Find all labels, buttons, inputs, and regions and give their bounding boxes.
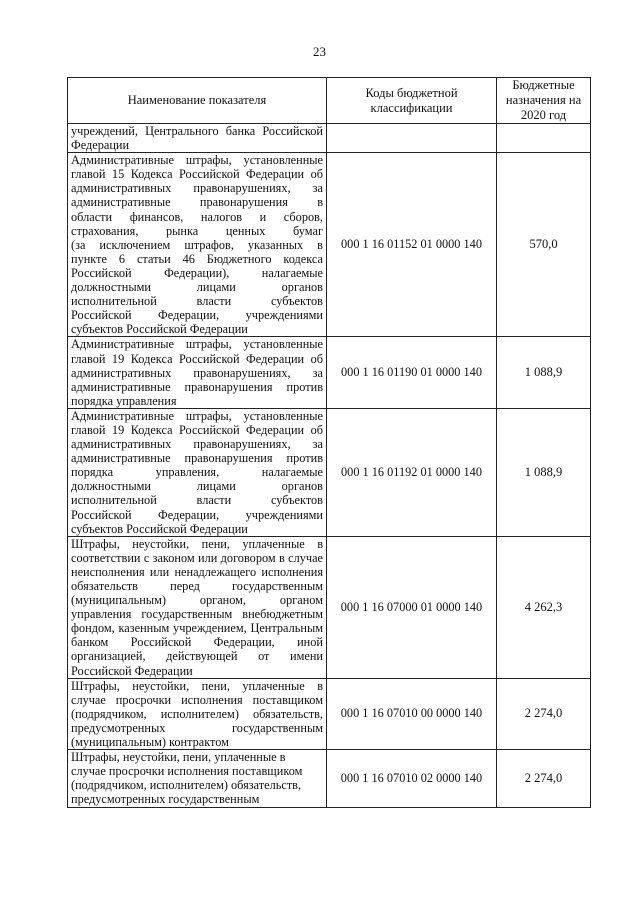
indicator-name-line: управления государственным внебюджетным [71, 607, 323, 622]
indicator-name-line: должностными лицами органов [71, 479, 323, 494]
indicator-name-line: учреждений, Центрального банка Российской [71, 124, 323, 138]
budget-amount-cell: 4 262,3 [497, 536, 591, 678]
indicator-name-line: (за исключением штрафов, указанных в [71, 237, 323, 252]
table-row [68, 408, 591, 536]
indicator-name-line: области финансов, налогов и сборов, [71, 209, 323, 224]
indicator-name-line: Штрафы, неустойки, пени, уплаченные в [71, 678, 323, 693]
indicator-name-line: субъектов Российской Федерации [71, 322, 248, 337]
table-row [68, 124, 591, 153]
budget-amount-cell [497, 124, 591, 153]
indicator-name-line: обязательств перед государственным [71, 579, 323, 593]
table-row [68, 750, 591, 807]
indicator-name-line: Административные штрафы, установленные [71, 337, 323, 352]
indicator-name-cell [68, 750, 327, 807]
indicator-name-line: Федерации [71, 138, 130, 153]
indicator-name-line: главой 19 Кодекса Российской Федерации об [71, 351, 323, 366]
table-row [68, 337, 591, 408]
indicator-name-line: неисполнения или ненадлежащего исполнения [71, 564, 323, 579]
budget-amount-cell: 2 274,0 [497, 678, 591, 749]
indicator-name-line: (подрядчиком, исполнителем) обязательств, [71, 706, 323, 721]
indicator-name-line: предусмотренных государственным [71, 792, 260, 807]
budget-code-cell: 000 1 16 07000 01 0000 140 [327, 536, 497, 678]
indicator-name-line: субъектов Российской Федерации [71, 521, 248, 536]
page-number: 23 [313, 44, 326, 59]
indicator-name-line: Российской Федерации [71, 663, 193, 678]
indicator-name-line: исполнительной власти субъектов [71, 493, 323, 508]
header-budget-amount: Бюджетные назначения на 2020 год [497, 78, 591, 124]
indicator-name-line: административных правонарушениях, за [71, 181, 323, 196]
budget-code-cell: 000 1 16 01152 01 0000 140 [327, 153, 497, 337]
indicator-name-line: фондом, казенным учреждением, Центральным [71, 621, 323, 636]
indicator-name-line: страхования, рынка ценных бумаг [71, 223, 323, 238]
table-row [68, 153, 591, 337]
indicator-name-line: административные правонарушения против [71, 451, 323, 466]
indicator-name-line: Российской Федерации, учреждениями [71, 308, 323, 323]
indicator-name-line: Штрафы, неустойки, пени, уплаченные в [71, 750, 286, 765]
indicator-name-line: пункте 6 статьи 46 Бюджетного кодекса [71, 251, 323, 266]
budget-amount-cell: 2 274,0 [497, 750, 591, 807]
budget-amount-cell: 1 088,9 [497, 408, 591, 536]
indicator-name-line: главой 19 Кодекса Российской Федерации об [71, 422, 323, 437]
indicator-name-line: (муниципальным) органом, органом [71, 593, 323, 608]
budget-code-cell: 000 1 16 07010 00 0000 140 [327, 678, 497, 749]
budget-amount-cell: 1 088,9 [497, 337, 591, 408]
indicator-name-cell [68, 124, 327, 153]
indicator-name-line: главой 15 Кодекса Российской Федерации об [71, 167, 323, 182]
indicator-name-line: административных правонарушениях, за [71, 437, 323, 452]
indicator-name-line: (муниципальным) контрактом [71, 735, 229, 750]
indicator-name-line: административные правонарушения в [71, 195, 323, 210]
table-header-row [68, 78, 591, 124]
indicator-name-line: порядка управления, налагаемые [71, 465, 323, 480]
indicator-name-line: банком Российской Федерации, иной [71, 635, 323, 650]
budget-amount-cell: 570,0 [497, 153, 591, 337]
budget-table [67, 77, 591, 808]
indicator-name-line: Штрафы, неустойки, пени, уплаченные в [71, 536, 323, 551]
indicator-name-line: административных правонарушениях, за [71, 365, 323, 380]
indicator-name-line: предусмотренных государственным [71, 720, 323, 735]
indicator-name-line: Российской Федерации, учреждениями [71, 507, 323, 522]
header-indicator-name: Наименование показателя [68, 78, 327, 124]
budget-code-cell [327, 124, 497, 153]
indicator-name-line: (подрядчиком, исполнителем) обязательств, [71, 778, 302, 793]
indicator-name-cell [68, 408, 327, 536]
table-row [68, 678, 591, 749]
indicator-name-cell [68, 678, 327, 749]
indicator-name-line: Административные штрафы, установленные [71, 153, 323, 168]
indicator-name-line: случае просрочки исполнения поставщиком [71, 692, 323, 707]
indicator-name-line: административные правонарушения против [71, 379, 323, 394]
indicator-name-line: должностными лицами органов [71, 280, 323, 295]
indicator-name-line: исполнительной власти субъектов [71, 294, 323, 309]
budget-code-cell: 000 1 16 01190 01 0000 140 [327, 337, 497, 408]
indicator-name-line: Административные штрафы, установленные [71, 408, 323, 423]
indicator-name-line: соответствии с законом или договором в случае [71, 550, 323, 565]
table-row [68, 536, 591, 678]
indicator-name-cell [68, 536, 327, 678]
budget-code-cell: 000 1 16 01192 01 0000 140 [327, 408, 497, 536]
indicator-name-cell [68, 337, 327, 408]
indicator-name-line: порядка управления [71, 393, 177, 408]
indicator-name-line: случае просрочки исполнения поставщиком [71, 764, 303, 779]
indicator-name-line: Российской Федерации), налагаемые [71, 265, 323, 280]
indicator-name-line: организацией, действующей от имени [71, 649, 323, 664]
table-body [68, 124, 591, 808]
budget-code-cell: 000 1 16 07010 02 0000 140 [327, 750, 497, 807]
header-budget-code: Коды бюджетной классификации [327, 78, 497, 124]
indicator-name-cell [68, 153, 327, 337]
